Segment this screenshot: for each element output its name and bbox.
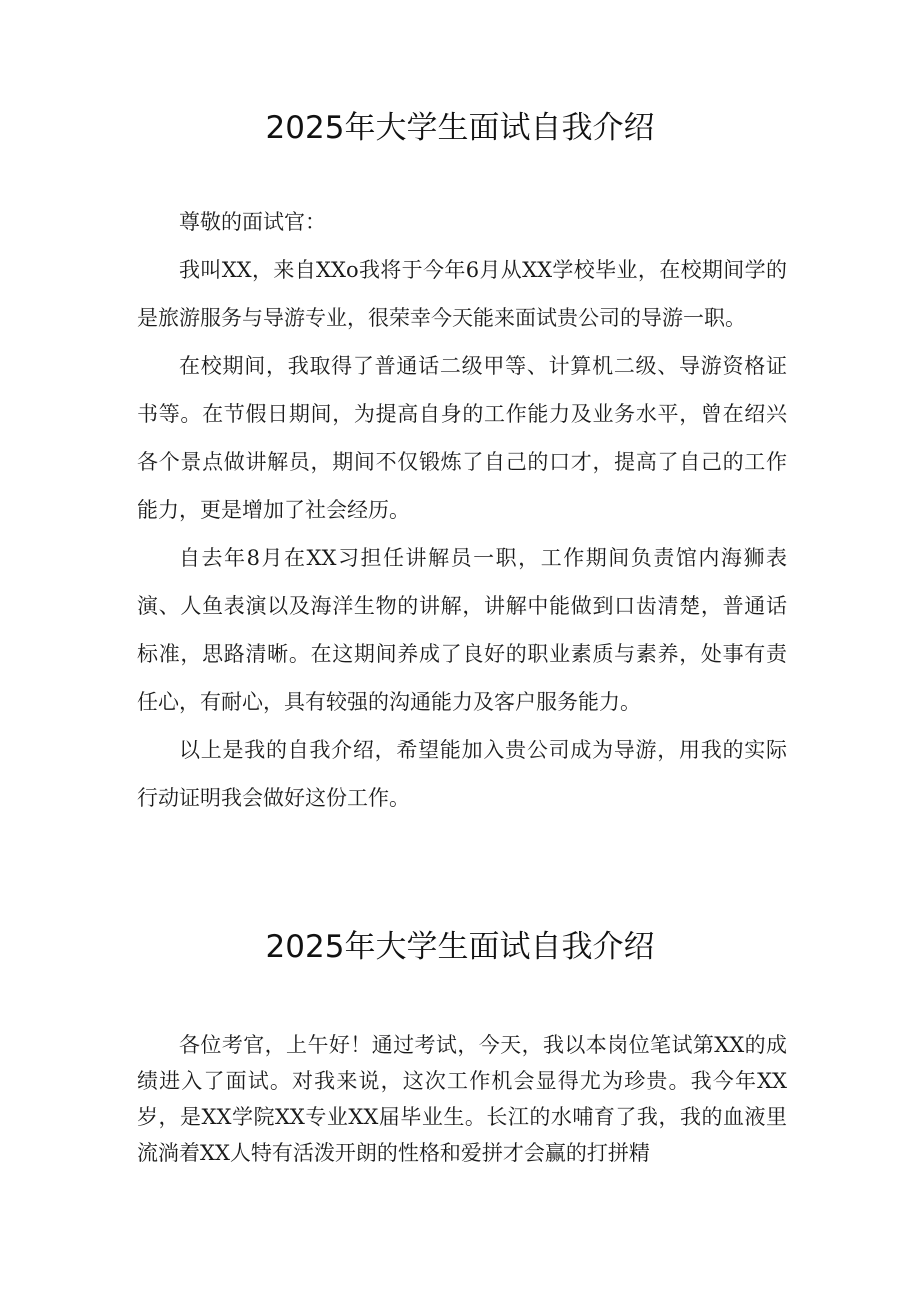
section-1-body bbox=[137, 198, 787, 822]
school-experience-paragraph: 在校期间，我取得了普通话二级甲等、计算机二级、导游资格证书等。在节假日期间，为提高自身的工作能力及业务水平，曾在绍兴各个景点做讲解员，期间不仅锻炼了自己的口才，提高了自己的工作能力，更是增加了社会经历。 bbox=[137, 354, 787, 522]
document-title-1: 2025年大学生面试自我介绍 bbox=[265, 110, 655, 146]
work-experience-paragraph: 自去年8月在XX习担任讲解员一职，工作期间负责馆内海狮表演、人鱼表演以及海洋生物的讲解，讲解中能做到口齿清楚，普通话标准，思路清晰。在这期间养成了良好的职业素质与素养，处事有责任心，有耐心，具有较强的沟通能力及客户服务能力。 bbox=[137, 546, 787, 714]
greeting-paragraph: 各位考官，上午好！通过考试，今天，我以本岗位笔试第XX的成绩进入了面试。对我来说，这次工作机会显得尤为珍贵。我今年XX岁，是XX学院XX专业XX届毕业生。长江的水哺育了我，我的血液里流淌着XX人特有活泼开朗的性格和爱拼才会赢的打拼精 bbox=[137, 1033, 787, 1165]
salutation-paragraph: 尊敬的面试官： bbox=[179, 210, 326, 234]
introduction-paragraph: 我叫XX，来自XXo我将于今年6月从XX学校毕业，在校期间学的是旅游服务与导游专业，很荣幸今天能来面试贵公司的导游一职。 bbox=[137, 258, 787, 330]
section-2-body bbox=[137, 1027, 787, 1171]
closing-paragraph: 以上是我的自我介绍，希望能加入贵公司成为导游，用我的实际行动证明我会做好这份工作。 bbox=[137, 738, 787, 810]
document-title-2: 2025年大学生面试自我介绍 bbox=[265, 929, 655, 965]
